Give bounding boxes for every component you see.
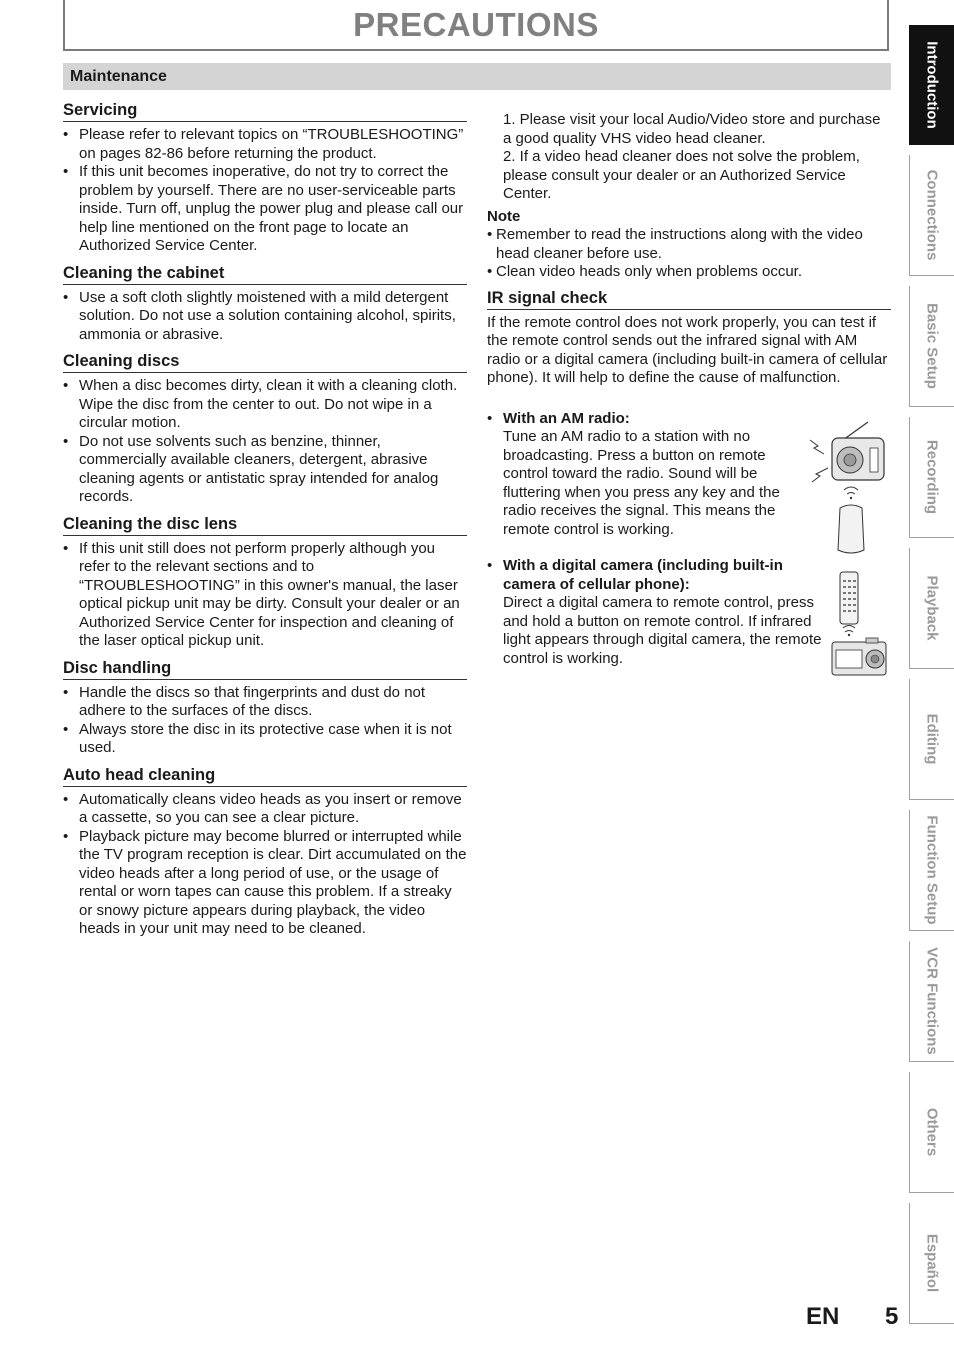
lens-heading: Cleaning the disc lens [63,514,467,536]
radio-heading: With an AM radio: [503,409,630,427]
lens-section [63,514,467,651]
autohead-section [63,765,467,939]
language-label: EN [806,1303,840,1330]
list-item: • When a disc becomes dirty, clean it with a cleaning cloth. Wipe the disc from the center to out. Do not wipe in a circular motion. [63,377,467,433]
list-item: • Playback picture may become blurred or interrupted while the TV program reception is clear. Dirt accumulated on the video heads after a long period of use, or the usage of rental or worn tapes can cause this problem. If a streaky or snowy picture appears during playback, the video heads in your unit may need to be cleaned. [63,828,467,939]
tab-basic-setup[interactable]: Basic Setup [909,286,954,407]
camera-heading: With a digital camera (including built-in camera of cellular phone): [503,557,783,593]
ir-heading: IR signal check [487,288,891,310]
tab-introduction[interactable]: Introduction [909,25,954,145]
digital-camera-illustration [830,570,888,678]
handling-heading: Disc handling [63,658,467,680]
list-item: • Handle the discs so that fingerprints and dust do not adhere to the surfaces of the discs. [63,684,467,721]
title-frame [63,0,889,51]
autohead-heading: Auto head cleaning [63,765,467,787]
ir-intro: If the remote control does not work properly, you can test if the remote control sends out the infrared signal with AM radio or a digital camera (including built-in camera of cellular phone). It will help to define the cause of malfunction. [487,313,888,386]
section-bar-label: Maintenance [70,68,167,85]
servicing-section [63,100,467,256]
tab-connections[interactable]: Connections [909,155,954,276]
discs-heading: Cleaning discs [63,351,467,373]
list-item: • Please refer to relevant topics on “TROUBLESHOOTING” on pages 82-86 before returning the product. [63,126,467,163]
servicing-heading: Servicing [63,100,467,122]
tab-function-setup[interactable]: Function Setup [909,810,954,931]
cabinet-heading: Cleaning the cabinet [63,263,467,285]
tab-playback[interactable]: Playback [909,548,954,669]
list-item: • If this unit becomes inoperative, do not try to correct the problem by yourself. There are no user-serviceable parts inside. Turn off, unplug the power plug and please call our help line mentioned on the front page to locate an Authorized Service Center. [63,163,467,256]
note-item: • Remember to read the instructions along with the video head cleaner before use. [487,226,891,263]
tab-others[interactable]: Others [909,1072,954,1193]
left-column [63,100,467,946]
page-number: 5 [885,1303,899,1330]
list-item: • If this unit still does not perform properly although you refer to the relevant sections and to “TROUBLESHOOTING” in this owner's manual, the laser optical pickup unit may be dirty. Consult your dealer or an Authorized Service Center for inspection and cleaning of the laser optical pickup unit. [63,540,467,651]
handling-section [63,658,467,758]
list-item: • Always store the disc in its protective case when it is not used. [63,721,467,758]
camera-text: Direct a digital camera to remote control, press and hold a button on remote control. If infrared light appears through digital camera, the remote control is working. [503,594,822,667]
discs-section [63,351,467,507]
radio-item: • With an AM radio: Tune an AM radio to a station with no broadcasting. Press a button on remote control toward the radio. Sound will be fluttering when you press any key and the radio receives the signal. This means the remote control is working. [487,410,799,540]
tab-editing[interactable]: Editing [909,679,954,800]
tab-espanol[interactable]: Español [909,1203,954,1324]
cabinet-section [63,263,467,345]
list-item: • Do not use solvents such as benzine, thinner, commercially available cleaners, detergent, abrasive cleaning agents or antistatic spray intended for analog records. [63,433,467,507]
tab-vcr-functions[interactable]: VCR Functions [909,941,954,1062]
camera-item: • With a digital camera (including built-in camera of cellular phone): Direct a digital camera to remote control, press and hold a button on remote control. If infrared light appears through digital camera, the remote control is working. [487,557,822,667]
list-item: • Automatically cleans video heads as you insert or remove a cassette, so you can see a clear picture. [63,791,467,828]
note-heading: Note [487,207,521,225]
list-item: • Use a soft cloth slightly moistened with a mild detergent solution. Do not use a solution containing alcohol, spirits, ammonia or abrasive. [63,289,467,345]
radio-text: Tune an AM radio to a station with no broadcasting. Press a button on remote control toward the radio. Sound will be fluttering when you press any key and the radio receives the signal. This means the remote control is working. [503,428,780,538]
page-title: PRECAUTIONS [353,6,599,43]
note-item: • Clean video heads only when problems occur. [487,263,891,282]
step-item: 2. If a video head cleaner does not solve the problem, please consult your dealer or an Authorized Service Center. [503,148,860,202]
tab-recording[interactable]: Recording [909,417,954,538]
section-bar [63,63,891,90]
am-radio-illustration [806,420,888,556]
step-item: 1. Please visit your local Audio/Video store and purchase a good quality VHS video head cleaner. [503,111,881,147]
